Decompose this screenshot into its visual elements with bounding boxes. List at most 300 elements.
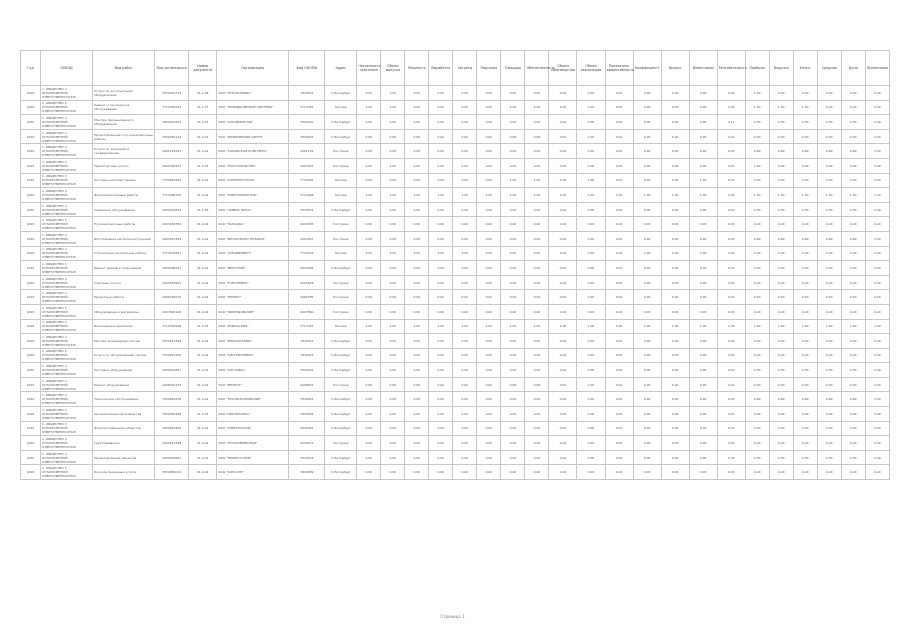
table-cell: 0,00 xyxy=(429,100,453,115)
table-cell: 0,00 xyxy=(429,304,453,319)
table-cell: 0,00 xyxy=(769,202,793,217)
table-cell: 0,00 xyxy=(661,290,689,305)
table-cell: 0,00 xyxy=(769,377,793,392)
table-cell: 0,00 xyxy=(817,392,841,407)
table-cell: Кострома xyxy=(325,304,357,319)
table-cell: 7720087654 xyxy=(155,173,189,188)
table-cell: ООО "КОНСАЛТ" xyxy=(217,465,289,480)
table-cell: 0,00 xyxy=(429,421,453,436)
table-cell: 0,00 xyxy=(793,217,817,232)
table-cell: 0,00 xyxy=(405,465,429,480)
table-cell: 1. ОБЩЕСТВО С ОГРАНИЧЕННОЙ ОТВЕТСТВЕННОСТЬЮ xyxy=(41,144,93,159)
table-cell: 0,00 xyxy=(817,261,841,276)
table-cell: 0,00 xyxy=(661,348,689,363)
table-row xyxy=(21,217,890,232)
table-cell: 0,00 xyxy=(477,231,501,246)
table-cell: ООО "ЭЛЕКТРОСНАБ" xyxy=(217,421,289,436)
table-cell: 0,00 xyxy=(633,407,661,422)
table-cell: 0,00 xyxy=(357,261,381,276)
table-cell: 2016 xyxy=(21,115,41,130)
table-cell: 0,00 xyxy=(405,450,429,465)
table-cell: 0,00 xyxy=(605,129,633,144)
table-cell: 7720087 xyxy=(289,173,325,188)
table-cell: 4404567893 xyxy=(155,231,189,246)
table-cell: 0,00 xyxy=(633,377,661,392)
table-cell: 0,00 xyxy=(525,290,549,305)
table-cell: 0,00 xyxy=(769,436,793,451)
table-cell: 01.4.02 xyxy=(189,465,217,480)
table-cell: 2015 xyxy=(21,144,41,159)
table-cell: 0,00 xyxy=(717,129,745,144)
table-cell: 4409012 xyxy=(289,436,325,451)
table-cell: 0,00 xyxy=(605,377,633,392)
table-row xyxy=(21,275,890,290)
table-row xyxy=(21,290,890,305)
column-header: Рентабельность xyxy=(717,51,745,86)
table-cell: Монтаж инженерных систем xyxy=(93,334,155,349)
table-cell: 0,00 xyxy=(605,407,633,422)
table-cell: Монтаж промышленного оборудования xyxy=(93,115,155,130)
table-cell: 0,00 xyxy=(745,290,769,305)
table-row xyxy=(21,319,890,334)
table-cell: 1,00 xyxy=(429,319,453,334)
table-cell: 0,00 xyxy=(865,86,889,101)
table-cell: 01.4.01 xyxy=(189,261,217,276)
table-cell: 0,00 xyxy=(453,348,477,363)
table-cell: 1,00 xyxy=(549,319,577,334)
table-cell: 0,00 xyxy=(429,334,453,349)
table-cell: ООО "РЕМОНТ" xyxy=(217,377,289,392)
table-cell: 1. ОБЩЕСТВО С ОГРАНИЧЕННОЙ ОТВЕТСТВЕННОСТЬЮ xyxy=(41,465,93,480)
table-cell: 0,00 xyxy=(793,348,817,363)
table-cell: 0,00 xyxy=(689,202,717,217)
table-cell: 0,00 xyxy=(661,392,689,407)
table-cell: 1,00 xyxy=(453,188,477,203)
table-cell: 0,00 xyxy=(477,173,501,188)
table-cell: ООО "СЕРВИС ПЛЮС" xyxy=(217,202,289,217)
table-cell: 0,00 xyxy=(429,377,453,392)
table-cell: 2,00 xyxy=(605,246,633,261)
table-cell: 01.4.02 xyxy=(189,334,217,349)
table-cell: Строительно-монтажные работы xyxy=(93,246,155,261)
table-cell: 4407890126 xyxy=(155,304,189,319)
table-cell: ООО "РЕМСТРОЙ" xyxy=(217,261,289,276)
table-cell: 2016 xyxy=(21,363,41,378)
table-cell: 0,00 xyxy=(453,86,477,101)
table-cell: 0,00 xyxy=(817,129,841,144)
table-cell: 01.4.02 xyxy=(189,188,217,203)
table-cell: 0,00 xyxy=(717,377,745,392)
table-cell: Услуги по обслуживанию систем xyxy=(93,348,155,363)
table-cell: 1,00 xyxy=(605,319,633,334)
table-cell: 0,00 xyxy=(381,275,405,290)
table-cell: 0,00 xyxy=(577,436,605,451)
table-cell: С-Петербург xyxy=(325,86,357,101)
table-cell: 2,00 xyxy=(549,246,577,261)
table-cell: 0,00 xyxy=(717,290,745,305)
table-cell: 0,00 xyxy=(605,465,633,480)
table-cell: 0,00 xyxy=(817,144,841,159)
table-cell: 0,00 xyxy=(689,100,717,115)
table-cell: 0,00 xyxy=(429,407,453,422)
table-cell: 0,00 xyxy=(605,173,633,188)
table-cell: 0,00 xyxy=(717,348,745,363)
table-cell: 0,00 xyxy=(605,158,633,173)
table-cell: 0,00 xyxy=(745,144,769,159)
table-cell: 1,00 xyxy=(841,188,865,203)
table-cell: 0,00 xyxy=(477,290,501,305)
table-cell: 0,00 xyxy=(405,377,429,392)
table-cell: 0,00 xyxy=(841,334,865,349)
table-cell: 2,00 xyxy=(429,246,453,261)
table-cell: 0,00 xyxy=(605,144,633,159)
table-cell: 0,00 xyxy=(841,86,865,101)
table-cell: Проектирование и пусконаладочные работы xyxy=(93,129,155,144)
table-cell: 0,00 xyxy=(549,334,577,349)
table-cell: 0,00 xyxy=(525,377,549,392)
table-cell: 0,00 xyxy=(793,465,817,480)
table-row xyxy=(21,421,890,436)
table-cell: 0,00 xyxy=(381,465,405,480)
table-cell: 0,00 xyxy=(769,158,793,173)
table-cell: 0,00 xyxy=(817,334,841,349)
table-cell: 1,00 xyxy=(745,319,769,334)
table-cell: 0,00 xyxy=(661,436,689,451)
table-cell: 0,00 xyxy=(769,304,793,319)
table-cell: 0,00 xyxy=(405,100,429,115)
table-cell: 0,00 xyxy=(605,421,633,436)
table-cell: Москва xyxy=(325,173,357,188)
table-cell: 01.4.02 xyxy=(189,290,217,305)
table-body xyxy=(21,86,890,480)
table-cell: 0,00 xyxy=(405,407,429,422)
table-cell: С-Петербург xyxy=(325,450,357,465)
table-cell: 0,00 xyxy=(549,261,577,276)
table-cell: 0,00 xyxy=(661,158,689,173)
table-cell: 0,00 xyxy=(769,129,793,144)
table-cell: 2,00 xyxy=(453,246,477,261)
table-cell: 0,00 xyxy=(841,421,865,436)
column-header: Мощность xyxy=(405,51,429,86)
table-cell: 0,00 xyxy=(381,407,405,422)
table-row xyxy=(21,261,890,276)
table-cell: 0,00 xyxy=(525,158,549,173)
table-cell: 0,00 xyxy=(841,115,865,130)
table-cell: 0,00 xyxy=(549,377,577,392)
table-cell: 0,00 xyxy=(769,261,793,276)
table-cell: 0,00 xyxy=(405,275,429,290)
table-cell: 0,00 xyxy=(865,407,889,422)
table-cell: 7830012349 xyxy=(155,334,189,349)
table-cell: 0,00 xyxy=(525,261,549,276)
table-row xyxy=(21,100,890,115)
table-cell: 0,00 xyxy=(689,377,717,392)
table-cell: 7830055 xyxy=(289,129,325,144)
table-cell: 0,00 xyxy=(689,450,717,465)
table-cell: 0,00 xyxy=(405,231,429,246)
table-cell: ООО "ИНЖЕНЕРНЫЙ ЦЕНТР" xyxy=(217,129,289,144)
column-header: Организация xyxy=(217,51,289,86)
table-cell: 0,00 xyxy=(793,231,817,246)
table-cell: 1,00 xyxy=(381,158,405,173)
table-cell: 7710234 xyxy=(289,246,325,261)
table-cell: С-Петербург xyxy=(325,348,357,363)
table-cell: 0,00 xyxy=(661,231,689,246)
table-cell: 1. ОБЩЕСТВО С ОГРАНИЧЕННОЙ ОТВЕТСТВЕННОСТЬЮ xyxy=(41,450,93,465)
table-cell: 0,00 xyxy=(429,261,453,276)
column-header: Площадь xyxy=(501,51,525,86)
table-cell: 0,00 xyxy=(549,158,577,173)
table-cell: 2016 xyxy=(21,392,41,407)
table-cell: 0,00 xyxy=(633,261,661,276)
table-cell: 0,00 xyxy=(577,202,605,217)
table-cell: 4409012348 xyxy=(155,436,189,451)
table-cell: 0,00 xyxy=(717,173,745,188)
table-cell: Услуги по хранению и складированию xyxy=(93,144,155,159)
table-cell: 0,00 xyxy=(381,129,405,144)
table-cell: 1. ОБЩЕСТВО С ОГРАНИЧЕННОЙ ОТВЕТСТВЕННОСТЬЮ xyxy=(41,231,93,246)
table-cell: 1. ОБЩЕСТВО С ОГРАНИЧЕННОЙ ОТВЕТСТВЕННОСТЬЮ xyxy=(41,129,93,144)
table-cell: 0,00 xyxy=(865,377,889,392)
table-cell: 0,00 xyxy=(453,129,477,144)
table-cell: 7712345 xyxy=(289,319,325,334)
table-cell: 0,00 xyxy=(769,144,793,159)
table-cell: 0,00 xyxy=(689,407,717,422)
table-cell: 2016 xyxy=(21,421,41,436)
data-table xyxy=(20,50,890,480)
table-cell: 0,00 xyxy=(429,348,453,363)
table-cell: 2015 xyxy=(21,188,41,203)
table-cell: 0,00 xyxy=(745,115,769,130)
table-cell: 0,00 xyxy=(661,217,689,232)
table-cell: 1. ОБЩЕСТВО С ОГРАНИЧЕННОЙ ОТВЕТСТВЕННОСТЬЮ xyxy=(41,246,93,261)
table-cell: 2016 xyxy=(21,319,41,334)
table-cell: 0,00 xyxy=(605,100,633,115)
table-cell: 0,00 xyxy=(525,436,549,451)
table-cell: 0,00 xyxy=(841,450,865,465)
table-cell: 0,00 xyxy=(429,290,453,305)
table-cell: 0,00 xyxy=(865,173,889,188)
table-cell: С-Петербург xyxy=(325,465,357,480)
table-cell: 0,00 xyxy=(525,334,549,349)
table-cell: 7830056 xyxy=(289,407,325,422)
table-row xyxy=(21,173,890,188)
table-cell: 7830076 xyxy=(289,202,325,217)
table-cell: 1,00 xyxy=(357,100,381,115)
table-cell: 0,00 xyxy=(633,392,661,407)
table-cell: 1,00 xyxy=(405,188,429,203)
table-cell: 0,00 xyxy=(793,407,817,422)
table-cell: 0,00 xyxy=(717,465,745,480)
table-cell: 0,00 xyxy=(689,86,717,101)
table-cell: 0,00 xyxy=(549,129,577,144)
table-cell: 0,00 xyxy=(793,377,817,392)
table-cell: 7712098 xyxy=(289,188,325,203)
table-cell: 0,00 xyxy=(745,436,769,451)
table-cell: 2015 xyxy=(21,158,41,173)
column-header: Прибыль xyxy=(745,51,769,86)
table-cell: 0,00 xyxy=(605,334,633,349)
table-cell: 1. ОБЩЕСТВО С ОГРАНИЧЕННОЙ ОТВЕТСТВЕННОСТЬЮ xyxy=(41,334,93,349)
table-row xyxy=(21,158,890,173)
table-cell: 1,00 xyxy=(841,319,865,334)
table-cell: ООО "СТРОЙМОНТАЖ" xyxy=(217,115,289,130)
table-cell: 0,00 xyxy=(865,436,889,451)
table-cell: ООО "НАЛАДКА" xyxy=(217,217,289,232)
table-cell: 0,00 xyxy=(717,202,745,217)
table-cell: 2,00 xyxy=(549,173,577,188)
table-cell: 0,00 xyxy=(841,465,865,480)
table-row xyxy=(21,465,890,480)
table-cell: 4401234 xyxy=(289,144,325,159)
table-cell: 0,00 xyxy=(633,421,661,436)
table-cell: 0,00 xyxy=(525,86,549,101)
table-cell: 0,00 xyxy=(381,261,405,276)
table-cell: 0,00 xyxy=(717,275,745,290)
table-cell: 0,00 xyxy=(841,173,865,188)
table-cell: 1,00 xyxy=(381,319,405,334)
table-cell: 1,00 xyxy=(633,319,661,334)
table-cell: 0,00 xyxy=(453,144,477,159)
table-cell: 0,00 xyxy=(745,421,769,436)
table-cell: 7830012 xyxy=(289,334,325,349)
table-cell: 0,00 xyxy=(501,129,525,144)
table-cell: 0,00 xyxy=(793,202,817,217)
table-cell: С-Петербург xyxy=(325,407,357,422)
table-cell: 7830076543 xyxy=(155,202,189,217)
table-cell: 0,00 xyxy=(501,86,525,101)
table-cell: 2,00 xyxy=(817,246,841,261)
column-header: Номер документа xyxy=(189,51,217,86)
table-cell: 0,00 xyxy=(769,421,793,436)
table-cell: 0,00 xyxy=(689,436,717,451)
table-cell: 2016 xyxy=(21,348,41,363)
table-cell: ООО "АВТОМАТИКА" xyxy=(217,407,289,422)
table-cell: 0,00 xyxy=(357,275,381,290)
table-cell: 1,00 xyxy=(633,188,661,203)
table-cell: 1,00 xyxy=(501,188,525,203)
table-cell: 0,00 xyxy=(633,202,661,217)
table-cell: 01.4.01 xyxy=(189,246,217,261)
table-cell: 0,00 xyxy=(841,290,865,305)
table-cell: 2,00 xyxy=(633,246,661,261)
table-cell: Москва xyxy=(325,246,357,261)
table-cell: 0,00 xyxy=(745,231,769,246)
table-cell: 0,00 xyxy=(661,129,689,144)
table-cell: 1. ОБЩЕСТВО С ОГРАНИЧЕННОЙ ОТВЕТСТВЕННОСТЬЮ xyxy=(41,115,93,130)
table-cell: 0,00 xyxy=(501,436,525,451)
table-cell: 1,00 xyxy=(793,188,817,203)
table-cell: 7830034567 xyxy=(155,363,189,378)
table-cell: 0,00 xyxy=(453,173,477,188)
table-cell: 0,00 xyxy=(605,231,633,246)
table-cell: 0,00 xyxy=(745,450,769,465)
table-cell: 0,00 xyxy=(549,217,577,232)
table-cell: 0,00 xyxy=(549,436,577,451)
table-row xyxy=(21,348,890,363)
table-cell: 0,00 xyxy=(357,231,381,246)
table-cell: 0,00 xyxy=(501,465,525,480)
table-cell: 0,00 xyxy=(605,86,633,101)
table-cell: 0,00 xyxy=(577,158,605,173)
table-cell: 1,00 xyxy=(817,319,841,334)
table-cell: 1. ОБЩЕСТВО С ОГРАНИЧЕННОЙ ОТВЕТСТВЕННОСТЬЮ xyxy=(41,407,93,422)
table-cell: 0,00 xyxy=(477,334,501,349)
table-cell: 0,00 xyxy=(577,392,605,407)
table-cell: 7712345672 xyxy=(155,100,189,115)
table-cell: 0,00 xyxy=(841,275,865,290)
table-cell: 1. ОБЩЕСТВО С ОГРАНИЧЕННОЙ ОТВЕТСТВЕННОСТЬЮ xyxy=(41,290,93,305)
table-cell: 0,00 xyxy=(549,304,577,319)
table-cell: 2,00 xyxy=(793,246,817,261)
table-row xyxy=(21,304,890,319)
table-cell: 0,00 xyxy=(577,275,605,290)
table-cell: Транспортные услуги xyxy=(93,158,155,173)
table-cell: 0,00 xyxy=(865,129,889,144)
table-cell: 1. ОБЩЕСТВО С ОГРАНИЧЕННОЙ ОТВЕТСТВЕННОСТЬЮ xyxy=(41,158,93,173)
table-cell: 7830034 xyxy=(289,363,325,378)
table-cell: 0,00 xyxy=(357,348,381,363)
table-cell: 0,00 xyxy=(381,231,405,246)
table-row xyxy=(21,392,890,407)
table-row xyxy=(21,202,890,217)
table-cell: 0,00 xyxy=(477,86,501,101)
column-header: Выработка xyxy=(429,51,453,86)
table-cell: 0,00 xyxy=(501,407,525,422)
table-cell: 0,00 xyxy=(841,217,865,232)
table-cell: 0,00 xyxy=(381,217,405,232)
table-cell: 1,00 xyxy=(745,86,769,101)
table-cell: ООО "ТЕХНОСЕРВИС" xyxy=(217,86,289,101)
table-cell: 0,00 xyxy=(477,217,501,232)
table-cell: 0,00 xyxy=(357,363,381,378)
table-cell: 0,00 xyxy=(525,348,549,363)
table-cell: Техническое обслуживание xyxy=(93,392,155,407)
table-cell: 0,00 xyxy=(661,304,689,319)
table-cell: 2,00 xyxy=(525,246,549,261)
table-cell: 0,00 xyxy=(549,115,577,130)
table-cell: 0,00 xyxy=(689,231,717,246)
table-cell: 0,00 xyxy=(661,202,689,217)
table-cell: 0,00 xyxy=(769,290,793,305)
table-cell: 0,00 xyxy=(405,363,429,378)
table-cell: 4408901237 xyxy=(155,377,189,392)
table-cell: 0,00 xyxy=(357,144,381,159)
table-cell: 0,00 xyxy=(745,173,769,188)
table-cell: 0,00 xyxy=(717,158,745,173)
table-cell: 0,00 xyxy=(661,363,689,378)
table-cell: 0,00 xyxy=(745,304,769,319)
table-cell: 1. ОБЩЕСТВО С ОГРАНИЧЕННОЙ ОТВЕТСТВЕННОСТЬЮ xyxy=(41,86,93,101)
table-cell: 0,00 xyxy=(817,363,841,378)
table-cell: 1,00 xyxy=(745,100,769,115)
table-cell: 0,00 xyxy=(605,275,633,290)
table-row xyxy=(21,86,890,101)
table-cell: Кострома xyxy=(325,144,357,159)
table-cell: 1,00 xyxy=(661,188,689,203)
table-cell: Поставка комплектующих xyxy=(93,173,155,188)
table-cell: 1,00 xyxy=(689,188,717,203)
table-cell: ООО "СИСТЕМСЕРВИС" xyxy=(217,348,289,363)
table-cell: 0,00 xyxy=(525,392,549,407)
table-cell: 7820010412 xyxy=(155,115,189,130)
table-cell: 0,00 xyxy=(717,144,745,159)
table-cell: 0,00 xyxy=(865,304,889,319)
table-cell: 4403456782 xyxy=(155,217,189,232)
table-cell: 0,00 xyxy=(357,450,381,465)
table-cell: 0,00 xyxy=(357,334,381,349)
table-cell: 0,00 xyxy=(381,173,405,188)
